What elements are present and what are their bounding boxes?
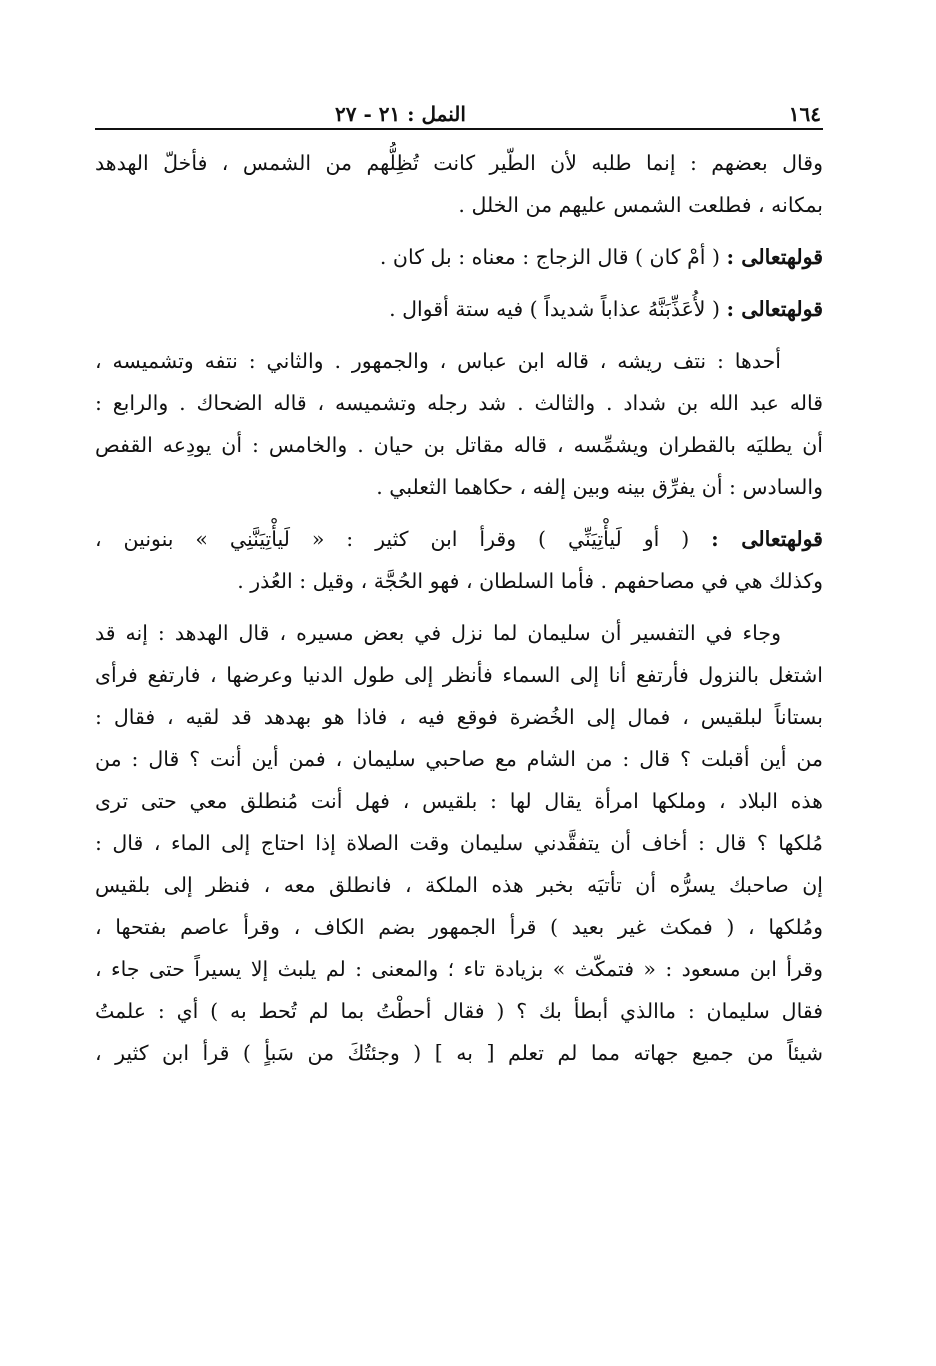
- text-line: [95, 236, 823, 278]
- paragraph: [95, 236, 823, 278]
- verse-text: ( لأُعَذِّبَنَّهُ عذاباً شديداً ) فيه ستة أقوال .: [389, 297, 721, 321]
- text-line: والسادس : أن يفرِّق بينه وبين إلفه ، حكاهما الثعلبي .: [376, 475, 823, 499]
- text-line: قاله عبد الله بن شداد . والثالث . شد رجله وتشميسه ، قاله الضحاك . والرابع :: [95, 391, 823, 415]
- text-line: من أين أقبلت ؟ قال : من الشام مع صاحبي سليمان ، فمن أين أنت ؟ قال : من: [95, 747, 823, 771]
- verse-label: قولهتعالى :: [726, 245, 823, 269]
- paragraph: [95, 142, 823, 226]
- text-line: أن يطليَه بالقطران ويشمِّسه ، قاله مقاتل بن حيان . والخامس : أن يودِعه القفص: [95, 433, 823, 457]
- text-line: وجاء في التفسير أن سليمان لما نزل في بعض مسيره ، قال الهدهد : إنه قد: [95, 621, 781, 645]
- text-line: بمكانه ، فطلعت الشمس عليهم من الخلل .: [458, 193, 823, 217]
- text-line: أحدها : نتف ريشه ، قاله ابن عباس ، والجمهور . والثاني : نتفه وتشميسه ،: [95, 349, 781, 373]
- header-rule: [95, 128, 823, 130]
- paragraph: [95, 288, 823, 330]
- page-body: [95, 142, 823, 1074]
- text-line: إن صاحبك يسرُّه أن تأتيَه بخبر هذه الملكة ، فانطلق معه ، فنظر إلى بلقيس: [95, 873, 823, 897]
- page-number: ١٦٤: [788, 102, 821, 126]
- verse-text: ( أو لَيأْتِيَنِّي ) وقرأ ابن كثير : « لَيأْتِيَنَّنِي » بنونين ،: [95, 527, 690, 551]
- text-line: فقال سليمان : ماالذي أبطأ بك ؟ ( فقال أحطْتُ بما لم تُحط به ) أي : علمتُ: [95, 999, 823, 1023]
- text-line: وقرأ ابن مسعود : « فتمكّث » بزيادة تاء ؛ والمعنى : لم يلبث إلا يسيراً حتى جاء ،: [95, 957, 823, 981]
- verse-label: قولهتعالى :: [726, 297, 823, 321]
- verse-label: قولهتعالى :: [711, 527, 823, 551]
- verse-text: ( أمْ كان ) قال الزجاج : معناه : بل كان .: [379, 245, 721, 269]
- text-line: بستاناً لبلقيس ، فمال إلى الخُضرة فوقع فيه ، فاذا هو بهدهد قد لقيه ، فقال :: [95, 705, 823, 729]
- text-line: اشتغل بالنزول فأرتفع أنا إلى السماء فأنظر إلى طول الدنيا وعرضها ، فارتفع فرأى: [95, 663, 823, 687]
- paragraph: [95, 612, 823, 1074]
- text-line: وقال بعضهم : إنما طلبه لأن الطّير كانت تُظِلُّهم من الشمس ، فأخلّ الهدهد: [95, 151, 823, 175]
- page-header: [95, 92, 823, 126]
- text-line: وكذلك هي في مصاحفهم . فأما السلطان ، فهو الحُجَّة ، وقيل : العُذر .: [237, 569, 823, 593]
- paragraph: [95, 340, 823, 508]
- paragraph: [95, 518, 823, 602]
- text-line: ومُلكها ، ( فمكث غير بعيد ) قرأ الجمهور بضم الكاف ، وقرأ عاصم بفتحها ،: [95, 915, 823, 939]
- text-line: [95, 288, 823, 330]
- running-title: النمل : ٢١ - ٢٧: [335, 102, 466, 126]
- text-line: [95, 518, 823, 560]
- text-line: شيئاً من جميع جهاته مما لم تعلم [ به ] ( وجئتُكَ من سَبأٍ ) قرأ ابن كثير ،: [95, 1041, 823, 1065]
- text-line: هذه البلاد ، وملكها امرأة يقال لها : بلقيس ، فهل أنت مُنطلق معي حتى ترى: [95, 789, 823, 813]
- text-line: مُلكها ؟ قال : أخاف أن يتفقَّدني سليمان وقت الصلاة إذا احتاج إلى الماء ، قال :: [95, 831, 823, 855]
